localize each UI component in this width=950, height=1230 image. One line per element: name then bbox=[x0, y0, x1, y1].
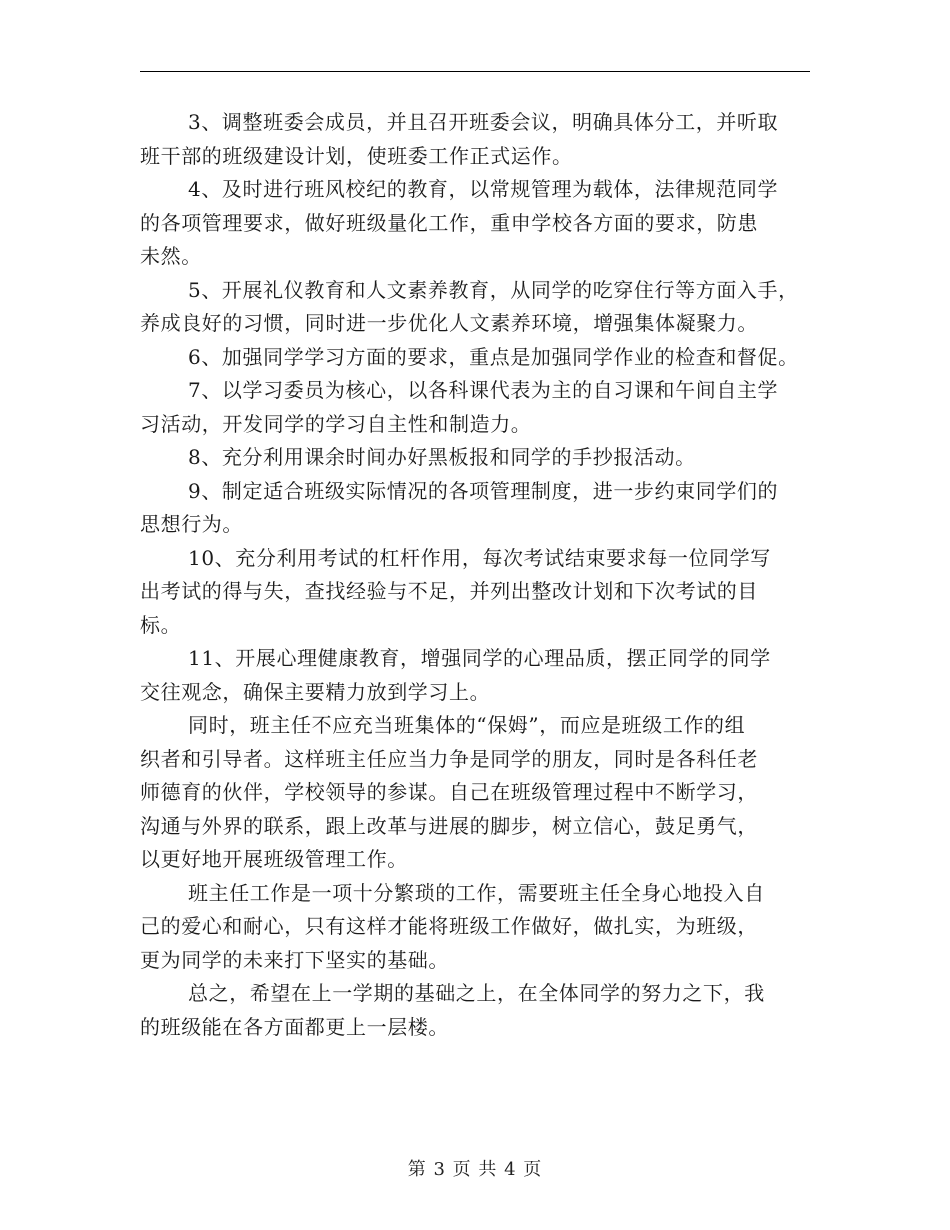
text-line: 师德育的伙伴，学校领导的参谋。自己在班级管理过程中不断学习， bbox=[140, 780, 758, 804]
paragraph bbox=[140, 341, 812, 375]
paragraph bbox=[140, 642, 812, 709]
paragraph bbox=[140, 542, 812, 643]
text-line: 的各项管理要求，做好班级量化工作，重申学校各方面的要求，防患 bbox=[140, 210, 758, 235]
text-line: 更为同学的未来打下坚实的基础。 bbox=[140, 947, 449, 972]
document-body bbox=[140, 106, 812, 1044]
text-line: 3、调整班委会成员，并且召开班委会议，明确具体分工，并听取 bbox=[188, 110, 779, 134]
text-line: 10、充分利用考试的杠杆作用，每次考试结束要求每一位同学写 bbox=[188, 545, 771, 570]
text-line: 以更好地开展班级管理工作。 bbox=[140, 847, 408, 871]
paragraph bbox=[140, 274, 812, 341]
text-line: 总之，希望在上一学期的基础之上，在全体同学的努力之下，我 bbox=[188, 981, 765, 1005]
paragraph bbox=[140, 106, 812, 173]
text-line: 7、以学习委员为核心，以各科课代表为主的自习课和午间自主学 bbox=[188, 378, 779, 402]
text-line: 织者和引导者。这样班主任应当力争是同学的朋友，同时是各科任老 bbox=[140, 746, 758, 771]
paragraph bbox=[140, 441, 812, 475]
text-line: 5、开展礼仪教育和人文素养教育，从同学的吃穿住行等方面入手， bbox=[188, 277, 799, 302]
text-line: 沟通与外界的联系，跟上改革与进展的脚步，树立信心，鼓足勇气， bbox=[140, 813, 758, 838]
text-line: 思想行为。 bbox=[140, 512, 243, 536]
paragraph bbox=[140, 977, 812, 1044]
text-line: 养成良好的习惯，同时进一步优化人文素养环境，增强集体凝聚力。 bbox=[140, 311, 758, 335]
text-line: 交往观念，确保主要精力放到学习上。 bbox=[140, 679, 491, 704]
text-line: 8、充分利用课余时间办好黑板报和同学的手抄报活动。 bbox=[188, 445, 696, 469]
header-rule bbox=[140, 71, 810, 72]
paragraph bbox=[140, 475, 812, 542]
text-line: 班干部的班级建设计划，使班委工作正式运作。 bbox=[140, 143, 573, 168]
text-line: 11、开展心理健康教育，增强同学的心理品质，摆正同学的同学 bbox=[188, 646, 771, 670]
page-number-footer: 第 3 页 共 4 页 bbox=[407, 1159, 543, 1180]
text-line: 出考试的得与失，查找经验与不足，并列出整改计划和下次考试的目 bbox=[140, 579, 758, 603]
text-line: 己的爱心和耐心，只有这样才能将班级工作做好，做扎实，为班级， bbox=[140, 914, 758, 938]
text-line: 4、及时进行班风校纪的教育，以常规管理为载体，法律规范同学 bbox=[188, 177, 779, 201]
text-line: 6、加强同学学习方面的要求，重点是加强同学作业的检查和督促。 bbox=[188, 344, 799, 369]
paragraph bbox=[140, 877, 812, 978]
paragraph bbox=[140, 374, 812, 441]
text-line: 习活动，开发同学的学习自主性和制造力。 bbox=[140, 411, 532, 436]
text-line: 9、制定适合班级实际情况的各项管理制度，进一步约束同学们的 bbox=[188, 478, 779, 503]
paragraph bbox=[140, 709, 812, 877]
text-line: 同时，班主任不应充当班集体的“保姆”，而应是班级工作的组 bbox=[188, 713, 746, 737]
text-line: 班主任工作是一项十分繁琐的工作，需要班主任全身心地投入自 bbox=[188, 880, 765, 905]
text-line: 的班级能在各方面都更上一层楼。 bbox=[140, 1014, 449, 1039]
paragraph bbox=[140, 173, 812, 274]
text-line: 标。 bbox=[140, 612, 182, 637]
text-line: 未然。 bbox=[140, 244, 202, 268]
